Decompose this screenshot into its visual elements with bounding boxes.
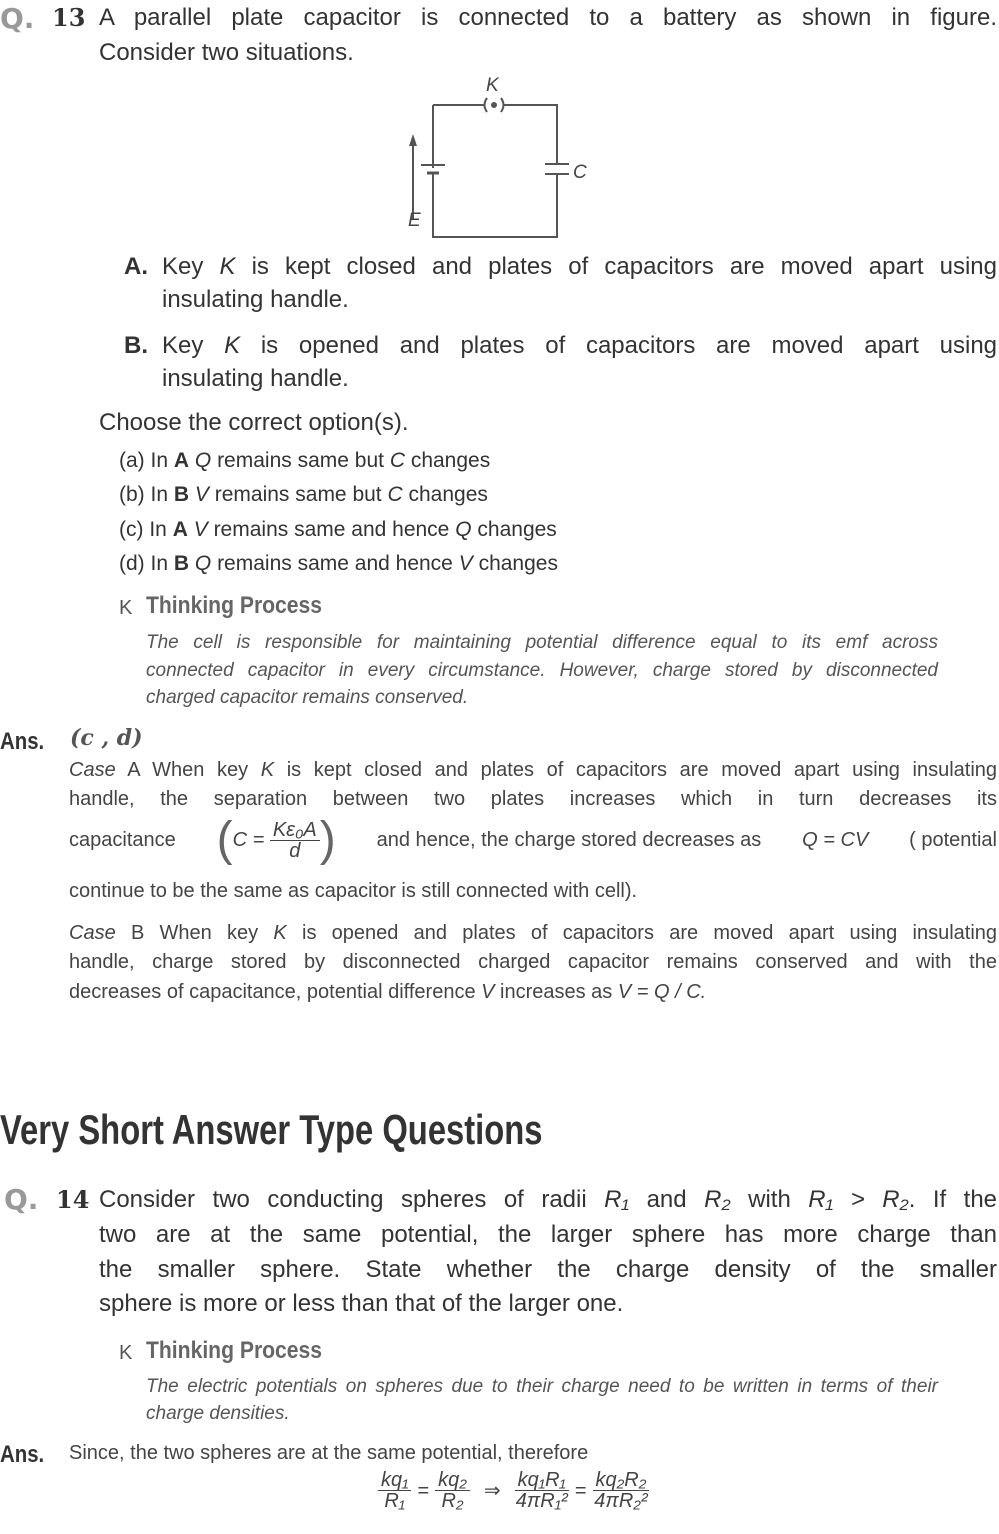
option-b: (b) In B V remains same but C changes [119,483,488,506]
option-d: (d) In B Q remains same and hence V changes [119,552,558,575]
question-text: the smaller sphere. State whether the charge density of the smaller [99,1256,997,1283]
question-text: sphere is more or less than that of the larger one. [99,1290,624,1317]
situation-text: Key K is opened and plates of capacitors are moved apart using [162,332,998,359]
answer-text: handle, charge stored by disconnected charged capacitor remains conserved and with the [69,951,997,973]
answer-choice: (c , d) [70,725,143,751]
answer-text: Case A When key K is kept closed and plates of capacitors are moved apart using insulating [69,759,998,781]
option-c: (c) In A V remains same and hence Q changes [119,518,557,541]
question-text: A parallel plate capacitor is connected to a battery as shown in figure. [99,4,997,31]
situation-label: A. [124,253,148,280]
answer-text-with-formula: capacitance ( C = $\frac{\text{Kε₀A}}{d}$ ) and hence, the charge stored decreases as Q = CV ( potential [69,813,997,866]
arrow-icon [409,134,417,146]
circuit-diagram [395,70,610,245]
potential-equation: $\frac{\text{kq₁}}{\text{R₁}}$ = $\frac{\text{kq₂}}{\text{R₂}}$ ⇒ $\frac{\text{kq₁R₁}}{\text{4πR₁²}}$ = $\frac{\text{kq₂R₂}}{\text{4πR₂²}}$ [378,1470,649,1511]
option-a: (a) In A Q remains same but C changes [119,449,491,472]
thinking-marker-icon: K [119,1342,133,1364]
question-text: two are at the same potential, the larger sphere has more charge than [99,1221,997,1248]
thinking-process-title: Thinking Process [146,592,323,619]
section-heading: Very Short Answer Type Questions [0,1106,543,1153]
answer-text: decreases of capacitance, potential difference V increases as V = Q / C. [69,981,707,1003]
question-icon: Q. [0,2,35,35]
thinking-marker-icon: K [119,597,133,619]
key-label: K [486,75,499,96]
answer-label: Ans. [0,728,45,755]
situation-label: B. [124,332,148,359]
answer-text: handle, the separation between two plates increases which in turn decreases its [69,788,997,810]
answer-text: continue to be the same as capacitor is still connected with cell). [69,880,638,902]
capacitance-formula: ( C = $\frac{\text{Kε₀A}}{d}$ ) [216,813,336,866]
situation-text: Key K is kept closed and plates of capacitors are moved apart using [162,253,997,280]
answer-text: Case B When key K is opened and plates of capacitors are moved apart using insulating [69,922,998,944]
question-icon: Q. [4,1183,39,1216]
question-number: 13 [52,3,86,32]
emf-label: E [408,210,421,231]
question-number: 14 [56,1185,90,1214]
question-text: Consider two situations. [99,39,354,66]
key-icon [485,98,504,112]
thinking-text: The electric potentials on spheres due to their charge need to be written in terms of their [146,1376,938,1397]
prompt: Choose the correct option(s). [99,409,409,436]
situation-text: insulating handle. [162,365,349,392]
answer-label: Ans. [0,1441,45,1468]
thinking-text: connected capacitor in every circumstance. However, charge stored by disconnected [146,660,938,681]
situation-text: insulating handle. [162,286,349,313]
capacitor-label: C [573,162,587,183]
question-text: Consider two conducting spheres of radii R₁ and R₂ with R₁ > R₂. If the [99,1186,998,1213]
thinking-text: charge densities. [146,1403,290,1424]
thinking-text: The cell is responsible for maintaining potential difference equal to its emf across [146,632,938,653]
thinking-text: charged capacitor remains conserved. [146,687,469,708]
answer-text: Since, the two spheres are at the same potential, therefore [69,1442,589,1464]
thinking-process-title: Thinking Process [146,1337,323,1364]
